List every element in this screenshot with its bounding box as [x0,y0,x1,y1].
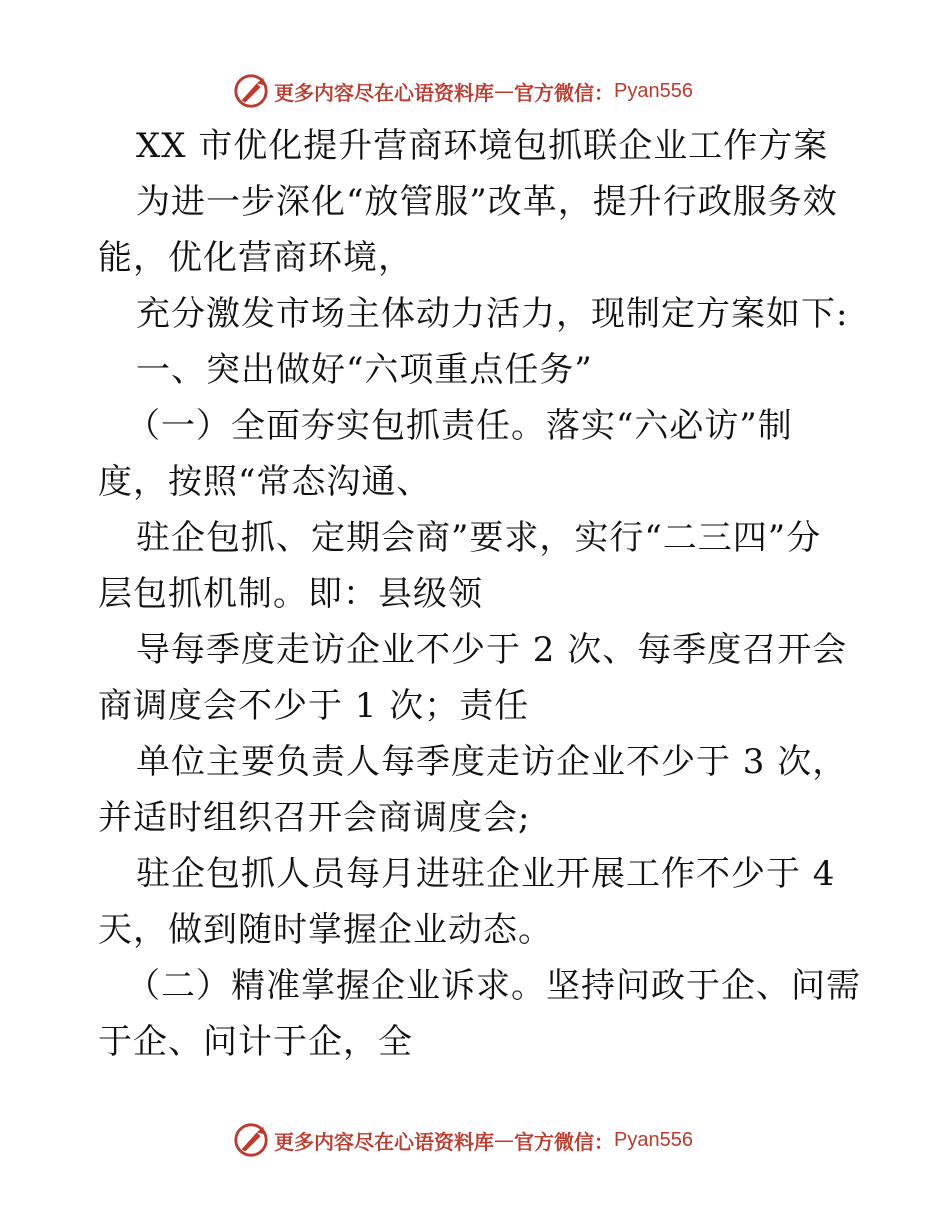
paragraph-line: 并适时组织召开会商调度会; [98,798,531,838]
paragraph-line: 层包抓机制。即：县级领 [98,574,483,614]
paragraph-line: 导每季度走访企业不少于 2 次、每季度召开会 [136,630,848,670]
paragraph-line: （一）全面夯实包抓责任。落实“六必访”制 [126,406,793,446]
watermark-wechat-label: 官方微信： [514,80,614,105]
watermark-footer [232,1120,693,1160]
watermark-wechat-id: Pyan556 [614,1128,693,1151]
paragraph-line: 天，做到随时掌握企业动态。 [98,910,553,950]
paragraph-line: 充分激发市场主体动力活力，现制定方案如下: [136,294,849,334]
paragraph-line: 为进一步深化“放管服”改革，提升行政服务效 [136,182,838,222]
paragraph-line: 于企、问计于企，全 [98,1022,413,1062]
watermark-wechat-id: Pyan556 [614,79,693,102]
paragraph-line: 驻企包抓人员每月进驻企业开展工作不少于 4 [136,854,836,894]
section-heading: 一、突出做好“六项重点任务” [136,350,593,390]
document-title: XX 市优化提升营商环境包抓联企业工作方案 [136,126,829,166]
paragraph-line: 商调度会不少于 1 次；责任 [98,686,530,726]
watermark-dash: — [494,1128,514,1152]
paragraph-line: 驻企包抓、定期会商”要求，实行“二三四”分 [136,518,822,558]
watermark-dash: — [494,79,514,103]
watermark-brand-text: 更多内容尽在心语资料库 [274,1129,494,1154]
watermark-brand-text: 更多内容尽在心语资料库 [274,80,494,105]
quill-logo-icon [232,1121,270,1159]
watermark-wechat-label: 官方微信： [514,1129,614,1154]
document-body [98,118,868,1070]
paragraph-line: 能，优化营商环境， [98,238,413,278]
paragraph-line: （二）精准掌握企业诉求。坚持问政于企、问需 [126,966,861,1006]
paragraph-line: 单位主要负责人每季度走访企业不少于 3 次， [136,742,848,782]
quill-logo-icon [232,72,270,110]
paragraph-line: 度，按照“常态沟通、 [98,462,432,502]
watermark-header [232,71,693,111]
